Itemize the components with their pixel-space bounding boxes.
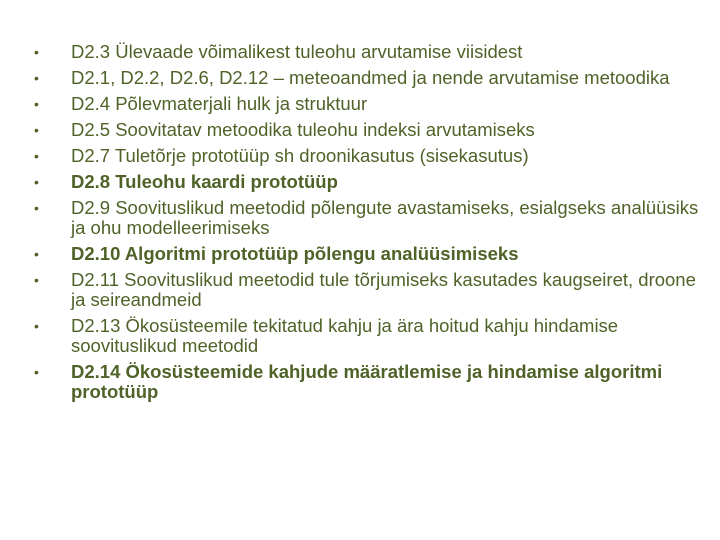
list-item-text: D2.4 Põlevmaterjali hulk ja struktuur	[71, 93, 368, 114]
bullet-icon: •	[34, 122, 39, 138]
bullet-icon: •	[34, 272, 39, 288]
list-item-text: D2.3 Ülevaade võimalikest tuleohu arvutamise viisidest	[71, 41, 523, 62]
bullet-icon: •	[34, 44, 39, 60]
list-item	[34, 68, 702, 88]
list-item-text: D2.11 Soovituslikud meetodid tule tõrjumiseks kasutades kaugseiret, droone ja seireandmeid	[71, 269, 696, 310]
bullet-icon: •	[34, 148, 39, 164]
list-item	[34, 94, 702, 114]
list-item-text: D2.9 Soovituslikud meetodid põlengute avastamiseks, esialgseks analüüsiks ja ohu modelleerimiseks	[71, 197, 699, 238]
list-item	[34, 198, 702, 238]
list-item	[34, 244, 702, 264]
bullet-list	[34, 42, 702, 408]
list-item-text: D2.8 Tuleohu kaardi prototüüp	[71, 171, 338, 192]
list-item	[34, 146, 702, 166]
list-item	[34, 362, 702, 402]
list-item	[34, 316, 702, 356]
list-item-text: D2.13 Ökosüsteemile tekitatud kahju ja ära hoitud kahju hindamise soovituslikud meetodid	[71, 315, 619, 356]
bullet-icon: •	[34, 200, 39, 216]
bullet-icon: •	[34, 364, 39, 380]
bullet-icon: •	[34, 96, 39, 112]
list-item	[34, 270, 702, 310]
list-item-text: D2.1, D2.2, D2.6, D2.12 – meteoandmed ja nende arvutamise metoodika	[71, 67, 670, 88]
bullet-icon: •	[34, 70, 39, 86]
bullet-icon: •	[34, 246, 39, 262]
list-item-text: D2.14 Ökosüsteemide kahjude määratlemise ja hindamise algoritmi prototüüp	[71, 361, 663, 402]
list-item-text: D2.5 Soovitatav metoodika tuleohu indeksi arvutamiseks	[71, 119, 535, 140]
bullet-icon: •	[34, 174, 39, 190]
list-item	[34, 172, 702, 192]
list-item	[34, 120, 702, 140]
bullet-icon: •	[34, 318, 39, 334]
list-item	[34, 42, 702, 62]
list-item-text: D2.10 Algoritmi prototüüp põlengu analüüsimiseks	[71, 243, 519, 264]
list-item-text: D2.7 Tuletõrje prototüüp sh droonikasutus (sisekasutus)	[71, 145, 529, 166]
